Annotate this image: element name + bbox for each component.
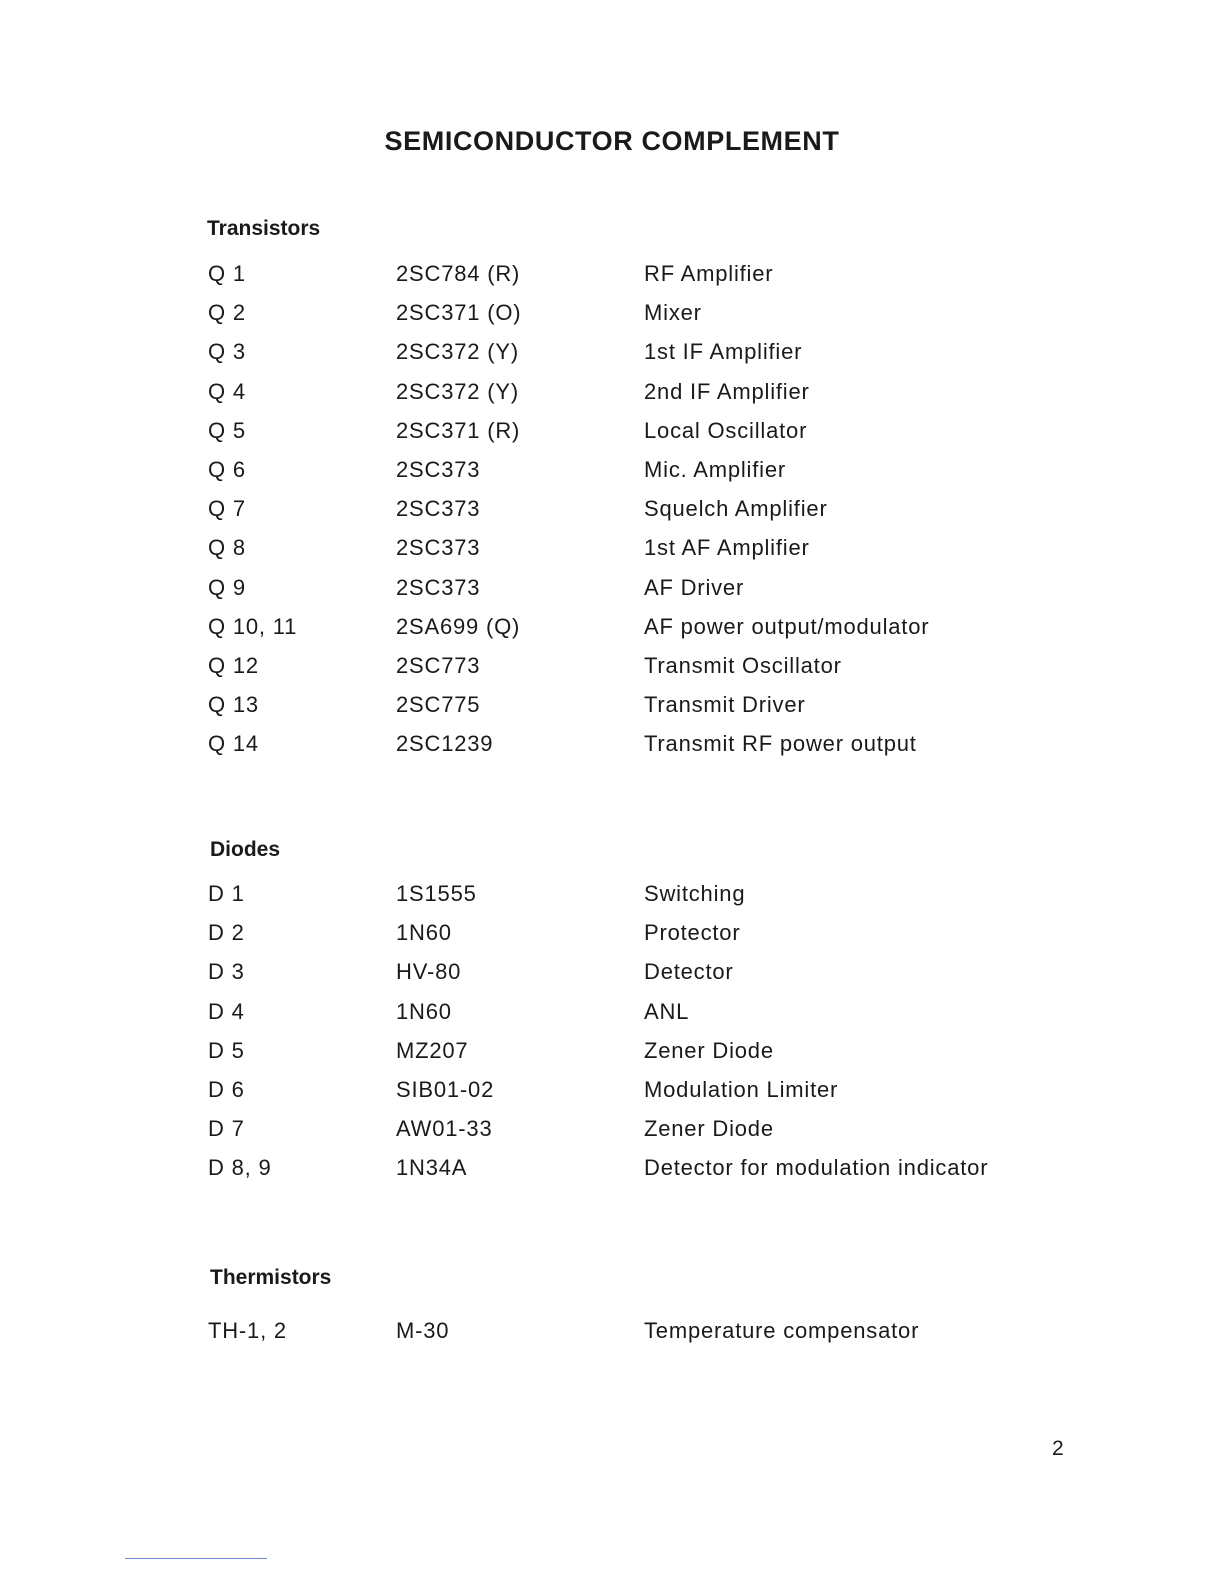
table-row (0, 1038, 1224, 1077)
function-cell: Protector (644, 920, 741, 946)
part-cell: 2SC784 (R) (396, 261, 521, 286)
footer-rule (125, 1558, 267, 1559)
table-row (0, 379, 1224, 418)
ref-cell: D 3 (208, 959, 245, 985)
page-title: SEMICONDUCTOR COMPLEMENT (384, 126, 840, 156)
table-row (0, 339, 1224, 378)
table-row (0, 731, 1224, 770)
ref-cell: Q 4 (208, 378, 246, 404)
function-cell: RF Amplifier (644, 261, 774, 286)
ref-cell: Q 2 (208, 300, 246, 326)
part-cell: 2SC371 (O) (396, 300, 522, 326)
function-cell: ANL (644, 998, 690, 1024)
ref-cell: D 5 (208, 1037, 245, 1063)
table-row (0, 614, 1224, 653)
table-row (0, 535, 1224, 574)
thermistors-table (0, 1318, 1224, 1357)
function-cell: Zener Diode (644, 1116, 774, 1142)
table-row (0, 692, 1224, 731)
function-cell: Modulation Limiter (644, 1076, 839, 1102)
part-cell: 2SC373 (396, 535, 481, 561)
part-cell: 1N60 (396, 920, 452, 946)
function-cell: Transmit RF power output (644, 731, 917, 757)
ref-cell: TH-1, 2 (208, 1318, 287, 1343)
part-cell: 2SC371 (R) (396, 417, 521, 443)
function-cell: Switching (644, 881, 746, 906)
table-row (0, 575, 1224, 614)
function-cell: AF power output/modulator (644, 613, 930, 639)
table-row (0, 653, 1224, 692)
ref-cell: Q 1 (208, 261, 246, 286)
ref-cell: D 6 (208, 1076, 245, 1102)
ref-cell: Q 12 (208, 652, 259, 678)
function-cell: Mic. Amplifier (644, 456, 786, 482)
table-row (0, 418, 1224, 457)
table-row (0, 1155, 1224, 1194)
function-cell: Local Oscillator (644, 417, 808, 443)
part-cell: 2SC372 (Y) (396, 378, 519, 404)
function-cell: Detector for modulation indicator (644, 1155, 989, 1181)
ref-cell: Q 3 (208, 339, 246, 365)
function-cell: Detector (644, 959, 734, 985)
table-row (0, 496, 1224, 535)
part-cell: SIB01-02 (396, 1076, 495, 1102)
transistors-heading: Transistors (207, 217, 321, 240)
function-cell: Zener Diode (644, 1037, 774, 1063)
part-cell: HV-80 (396, 959, 462, 985)
part-cell: 2SC775 (396, 692, 481, 718)
function-cell: Mixer (644, 300, 702, 326)
table-row (0, 1116, 1224, 1155)
function-cell: Transmit Driver (644, 692, 806, 718)
table-row (0, 1318, 1224, 1357)
table-row (0, 881, 1224, 920)
part-cell: MZ207 (396, 1037, 469, 1063)
function-cell: Transmit Oscillator (644, 652, 842, 678)
ref-cell: Q 8 (208, 535, 246, 561)
ref-cell: D 1 (208, 881, 245, 906)
table-row (0, 300, 1224, 339)
ref-cell: Q 14 (208, 731, 259, 757)
function-cell: Temperature compensator (644, 1318, 920, 1343)
diodes-table (0, 881, 1224, 1195)
ref-cell: Q 10, 11 (208, 613, 298, 639)
function-cell: AF Driver (644, 574, 745, 600)
ref-cell: Q 13 (208, 692, 259, 718)
part-cell: M-30 (396, 1318, 450, 1343)
ref-cell: Q 7 (208, 496, 246, 522)
part-cell: AW01-33 (396, 1116, 493, 1142)
table-row (0, 959, 1224, 998)
ref-cell: D 7 (208, 1116, 245, 1142)
ref-cell: Q 5 (208, 417, 246, 443)
ref-cell: D 4 (208, 998, 245, 1024)
part-cell: 2SC373 (396, 456, 481, 482)
table-row (0, 457, 1224, 496)
function-cell: 1st AF Amplifier (644, 535, 810, 561)
function-cell: 2nd IF Amplifier (644, 378, 810, 404)
part-cell: 1N34A (396, 1155, 468, 1181)
table-row (0, 1077, 1224, 1116)
table-row (0, 920, 1224, 959)
part-cell: 2SC373 (396, 574, 481, 600)
part-cell: 2SC773 (396, 652, 481, 678)
part-cell: 2SC1239 (396, 731, 494, 757)
ref-cell: D 2 (208, 920, 245, 946)
function-cell: 1st IF Amplifier (644, 339, 803, 365)
part-cell: 1S1555 (396, 881, 477, 906)
part-cell: 1N60 (396, 998, 452, 1024)
page-number: 2 (1052, 1437, 1064, 1460)
table-row (0, 999, 1224, 1038)
function-cell: Squelch Amplifier (644, 496, 828, 522)
diodes-heading: Diodes (210, 838, 281, 861)
ref-cell: Q 6 (208, 456, 246, 482)
thermistors-heading: Thermistors (210, 1266, 332, 1289)
part-cell: 2SC372 (Y) (396, 339, 519, 365)
transistors-table (0, 261, 1224, 770)
table-row (0, 261, 1224, 300)
ref-cell: D 8, 9 (208, 1155, 272, 1181)
ref-cell: Q 9 (208, 574, 246, 600)
part-cell: 2SA699 (Q) (396, 613, 521, 639)
part-cell: 2SC373 (396, 496, 481, 522)
